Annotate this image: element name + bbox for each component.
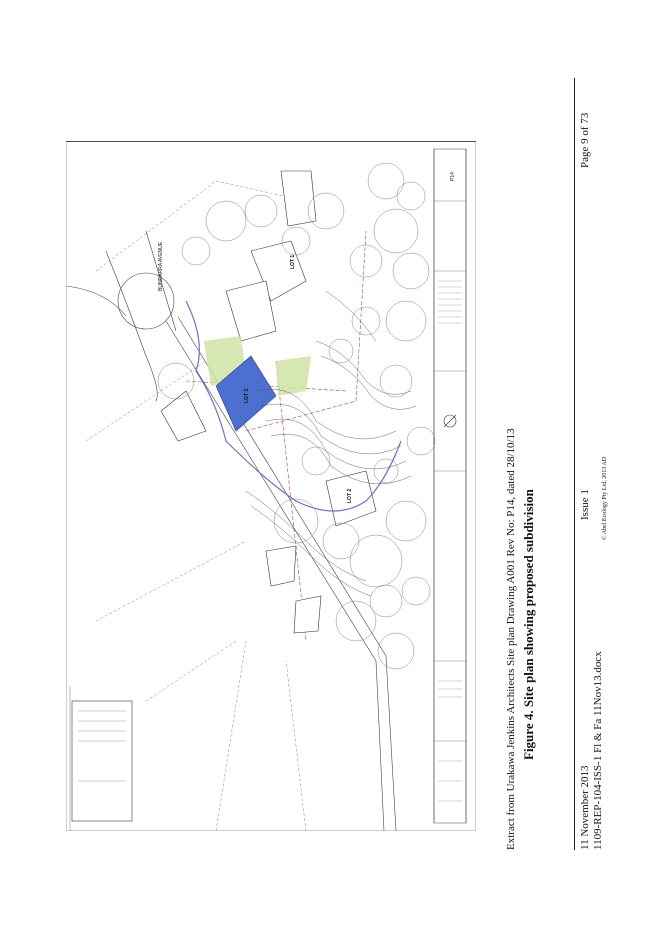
- footer-rule: [574, 78, 575, 850]
- footer-page-number: Page 9 of 73: [579, 112, 591, 168]
- footer-date: 11 November 2013: [579, 765, 591, 850]
- footer-copyright: © Abel Ecology Pty Ltd, 2013 AD: [602, 456, 608, 540]
- lot-label: LOT 2: [347, 488, 353, 503]
- access-strip: [166, 231, 396, 831]
- footer-document-name: 1109-REP-104-ISS-1 Fl & Fa 11Nov13.docx: [592, 651, 604, 850]
- tree-canopies: [158, 163, 435, 669]
- footer-issue: Issue 1: [579, 489, 591, 520]
- figure-caption: Figure 4. Site plan showing proposed subdivision: [521, 489, 536, 760]
- lot-label: LOT 1: [290, 254, 296, 269]
- figure-source-caption: Extract from Urakawa Jenkins Architects Site plan Drawing A001 Rev No: P14, dated 28/10/13: [505, 428, 517, 850]
- site-plan-drawing: [66, 141, 476, 831]
- road: [66, 231, 176, 401]
- drawing-number: P14: [450, 172, 456, 181]
- legend-box: [70, 686, 132, 831]
- lot-label: LOT 3: [244, 388, 250, 403]
- road-label: BUNDARRA AVENUE: [158, 241, 164, 291]
- title-block: [434, 149, 466, 823]
